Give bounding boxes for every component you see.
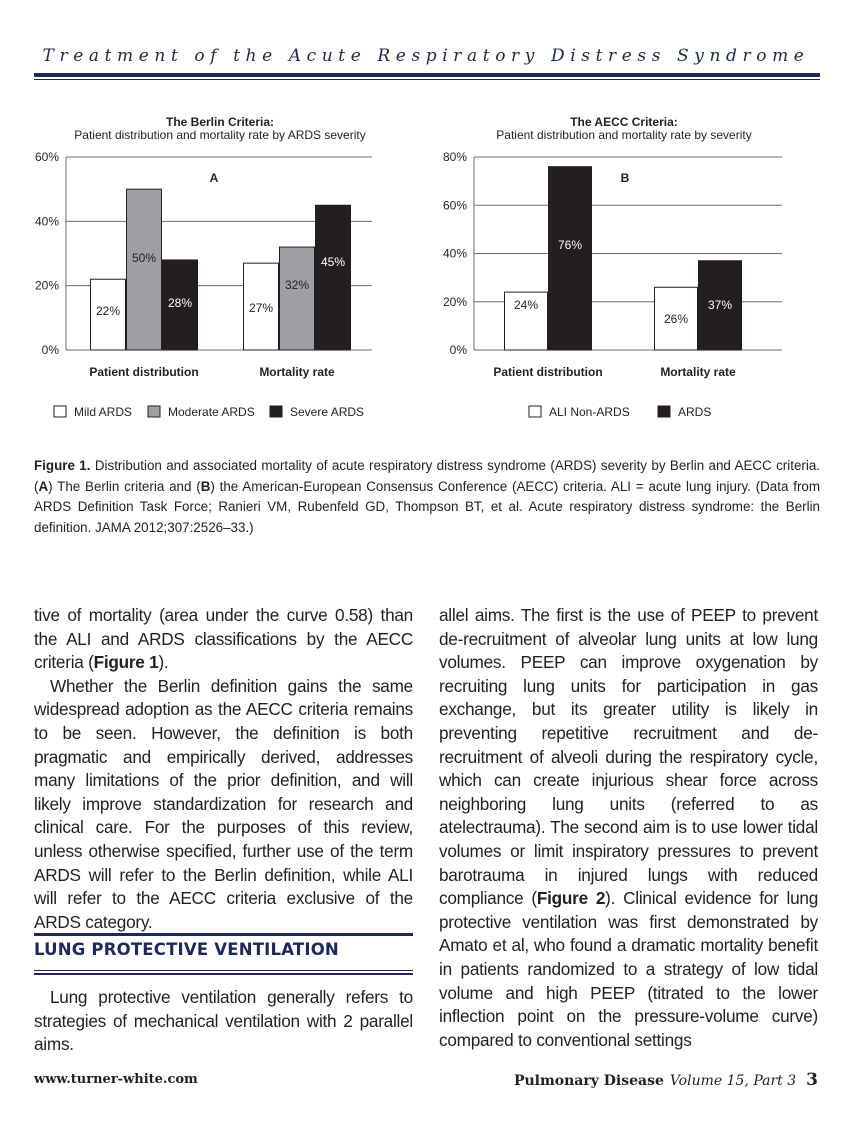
- section-rule: [34, 973, 413, 975]
- footer-website[interactable]: www.turner-white.com: [34, 1072, 198, 1087]
- data-label: 45%: [320, 255, 346, 269]
- panel-label: B: [620, 171, 630, 185]
- footer-volume: Volume 15, Part 3: [669, 1073, 797, 1089]
- bar-group: [505, 167, 742, 350]
- chart-berlin-criteria: [30, 108, 410, 438]
- paragraph-text: ).: [158, 652, 169, 673]
- chart-subtitle: Patient distribution and mortality rate by severity: [496, 128, 752, 142]
- legend-swatch: [529, 406, 541, 417]
- y-tick-label: 60%: [34, 150, 59, 164]
- legend-entry: ARDS: [678, 405, 712, 419]
- paragraph-text: allel aims. The first is the use of PEEP to prevent de-recruitment of alveolar lung units at low lung volumes. PEEP can improve oxygenation by recruiting lung units for participation in gas exchange, but its greater utility is likely in preventing repetitive recruitment and de-recruitment of alveoli during the respiratory cycle, which can create injurious shear force across neighboring lung units (referred to as atelectrauma). The second aim is to use lower tidal volumes or limit inspiratory pressures to prevent barotrauma in injured lungs with reduced compliance (: [439, 605, 818, 909]
- data-label: 50%: [131, 251, 157, 265]
- bar-group: [91, 189, 351, 350]
- bar: [549, 167, 592, 350]
- paragraph: Lung protective ventilation generally refers to strategies of mechanical ventilation with 2 parallel aims.: [34, 987, 413, 1055]
- data-label: 76%: [557, 238, 583, 252]
- legend-swatch: [54, 406, 66, 417]
- x-tick-label: Mortality rate: [660, 365, 736, 379]
- section-heading: [34, 933, 413, 975]
- y-tick-label: 0%: [449, 343, 467, 357]
- x-axis-labels: [493, 365, 736, 379]
- y-axis-ticks: [443, 150, 467, 357]
- data-label: 22%: [95, 304, 121, 318]
- chart-title: The Berlin Criteria:: [165, 115, 275, 129]
- y-tick-label: 20%: [34, 278, 59, 293]
- section-title: LUNG PROTECTIVE VENTILATION: [34, 940, 339, 959]
- bar: [127, 189, 162, 350]
- legend-swatch: [148, 406, 160, 417]
- figure-caption: [34, 456, 820, 538]
- caption-text: ) the American-European Consensus Conference (AECC) criteria. ALI = acute lung injury. (Data from ARDS Definition Task Force; Ranieri VM, Rubenfeld GD, Thompson BT, et al. Acute respiratory distress syndrome: the Berlin definition. JAMA 2012;307:2526–33.): [34, 478, 821, 535]
- data-label: 27%: [248, 301, 274, 315]
- body-column-right: [439, 604, 818, 1052]
- legend-swatch: [270, 406, 282, 417]
- bar: [280, 247, 315, 350]
- y-tick-label: 40%: [34, 214, 59, 229]
- figure-reference[interactable]: Figure 1: [93, 652, 159, 673]
- legend-entry: Mild ARDS: [74, 405, 133, 419]
- running-head-title: Treatment of the Acute Respiratory Distress Syndrome: [42, 46, 810, 66]
- paragraph: Whether the Berlin definition gains the same widespread adoption as the AECC criteria remains to be seen. However, the definition is both pragmatic and empirically derived, addresses many limitations of the prior definition, and will likely improve standardization for research and clinical care. For the purposes of this review, unless otherwise specified, further use of the term ARDS will refer to the Berlin definition, while ALI will refer to the AECC criteria exclusive of the ARDS category.: [34, 675, 413, 932]
- legend-swatch: [658, 406, 670, 417]
- paragraph-text: tive of mortality (area under the curve 0.58) than the ALI and ARDS classifications by the AECC criteria (: [34, 605, 413, 673]
- x-tick-label: Patient distribution: [89, 365, 199, 379]
- chart-aecc-svg: [438, 108, 820, 438]
- paragraph-text: ). Clinical evidence for lung protective ventilation was first demonstrated by Amato et al, who found a dramatic mortality benefit in patients randomized to a strategy of low tidal volume and high PEEP (titrated to the lower inflection point on the pressure-volume curve) compared to conventional settings: [439, 888, 819, 1050]
- y-tick-label: 60%: [442, 198, 467, 213]
- caption-text: ) The Berlin criteria and (: [48, 478, 201, 494]
- header-rule-thin: [34, 79, 820, 80]
- chart-title: The AECC Criteria:: [570, 115, 678, 129]
- paragraph: [34, 604, 413, 675]
- chart-berlin-svg: [30, 108, 410, 438]
- legend-entry: Moderate ARDS: [168, 405, 255, 419]
- data-label: 32%: [284, 278, 310, 292]
- legend-entry: Severe ARDS: [290, 405, 365, 419]
- x-tick-label: Mortality rate: [259, 365, 335, 379]
- caption-label: Figure 1.: [34, 458, 91, 473]
- page-number: 3: [806, 1070, 818, 1090]
- x-tick-label: Patient distribution: [493, 365, 603, 379]
- legend: [529, 405, 711, 419]
- panel-label: A: [209, 171, 219, 185]
- y-tick-label: 80%: [442, 150, 467, 164]
- paragraph: [439, 604, 818, 1052]
- caption-panel-b: B: [200, 478, 211, 494]
- section-rule: [34, 970, 413, 971]
- chart-subtitle: Patient distribution and mortality rate by ARDS severity: [74, 128, 366, 142]
- legend: [54, 405, 364, 419]
- bar: [316, 205, 351, 350]
- data-label: 28%: [167, 296, 193, 310]
- data-label: 37%: [707, 298, 733, 312]
- caption-panel-a: A: [38, 478, 49, 494]
- y-tick-label: 40%: [442, 246, 467, 261]
- footer-journal-info: [514, 1070, 818, 1090]
- header-rule: [34, 73, 820, 77]
- chart-aecc-criteria: [438, 108, 820, 438]
- x-axis-labels: [89, 365, 335, 379]
- data-label: 26%: [663, 312, 689, 326]
- figure-reference[interactable]: Figure 2: [536, 888, 606, 909]
- y-axis-ticks: [35, 150, 59, 357]
- y-tick-label: 0%: [41, 343, 59, 357]
- caption-text: Distribution and associated mortality of acute respiratory distress syndrome (ARDS) severity by Berlin and AECC criteria. (: [34, 458, 821, 494]
- body-column-left: [34, 604, 413, 934]
- data-label: 24%: [513, 298, 539, 312]
- body-column-left-bottom: [34, 986, 413, 1057]
- legend-entry: ALI Non-ARDS: [549, 405, 630, 419]
- y-tick-label: 20%: [442, 294, 467, 309]
- footer-journal: Pulmonary Disease: [513, 1073, 664, 1089]
